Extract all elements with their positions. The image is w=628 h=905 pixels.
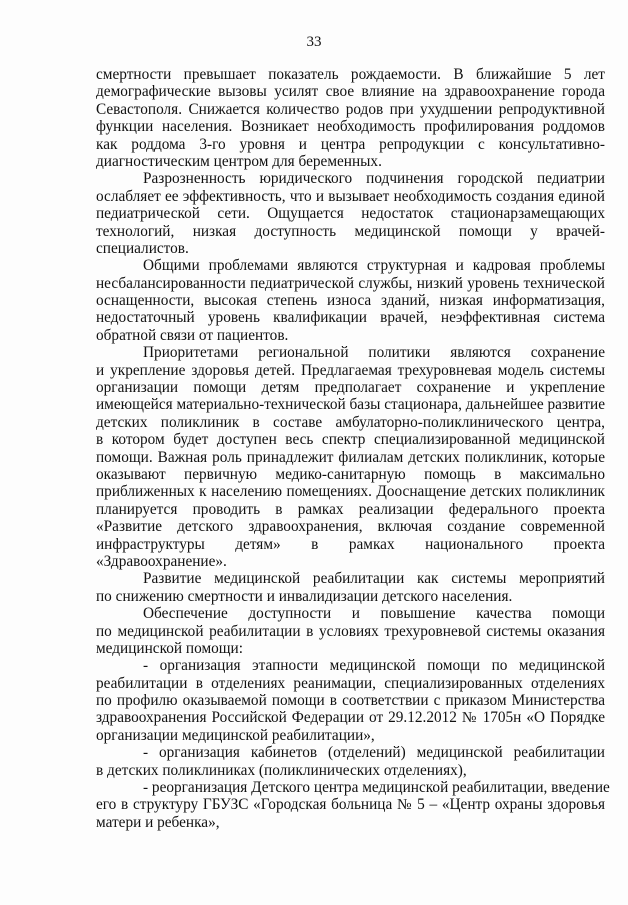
text-line: матери и ребенка», — [96, 813, 220, 831]
paragraph — [96, 657, 605, 744]
text-line: его в структуру ГБУЗС «Городская больница № 5 – «Центр охраны здоровья — [96, 796, 605, 814]
text-line: ослабляет ее эффективность, что и вызывает необходимость создания единой — [96, 187, 605, 205]
text-line: функции населения. Возникает необходимость профилирования роддомов — [96, 118, 605, 136]
text-line: Севастополя. Снижается количество родов при ухудшении репродуктивной — [96, 100, 605, 118]
text-line: реабилитации в отделениях реанимации, специализированных отделениях — [96, 674, 605, 692]
text-line: «Здравоохранение». — [96, 552, 227, 570]
paragraph — [96, 257, 605, 344]
text-line: оказывают первичную медико-санитарную помощь в максимально — [96, 465, 605, 483]
text-line: технологий, низкая доступность медицинской помощи у врачей- — [96, 222, 605, 240]
text-line: оснащенности, высокая степень износа зданий, низкая информатизация, — [96, 292, 605, 310]
text-line: недостаточный уровень квалификации врачей, неэффективная система — [96, 309, 605, 327]
text-line: имеющейся материально-технической базы стационара, дальнейшее развитие — [96, 396, 605, 414]
text-line: - организация этапности медицинской помощи по медицинской — [143, 657, 605, 675]
text-line: планируется проводить в рамках реализации федерального проекта — [96, 500, 605, 518]
text-line: организации медицинской реабилитации», — [96, 726, 375, 744]
text-line: Обеспечение доступности и повышение качества помощи — [143, 605, 605, 623]
text-line: в котором будет доступен весь спектр специализированной медицинской — [96, 431, 605, 449]
paragraph — [96, 744, 605, 779]
text-line: по профилю оказываемой помощи в соответствии с приказом Министерства — [96, 692, 605, 710]
text-line: педиатрической сети. Ощущается недостаток стационарзамещающих — [96, 205, 605, 223]
paragraph — [96, 570, 605, 605]
paragraph — [96, 344, 605, 570]
text-line: по медицинской реабилитации в условиях трехуровневой системы оказания — [96, 622, 605, 640]
text-line: организации помощи детям предполагает сохранение и укрепление — [96, 379, 605, 397]
text-line: несбалансированности педиатрической службы, низкий уровень технической — [96, 274, 605, 292]
text-line: помощи. Важная роль принадлежит филиалам детских поликлиник, которые — [96, 448, 605, 466]
paragraph — [96, 170, 605, 257]
document-body — [96, 66, 610, 831]
text-line: Разрозненность юридического подчинения городской педиатрии — [143, 170, 605, 188]
text-line: «Развитие детского здравоохранения, включая создание современной — [96, 518, 605, 536]
text-line: Общими проблемами являются структурная и кадровая проблемы — [143, 257, 605, 275]
text-line: специалистов. — [96, 239, 189, 257]
text-line: как роддома 3-го уровня и центра репродукции с консультативно- — [96, 135, 605, 153]
text-line: демографические вызовы усилят свое влияние на здравоохранение города — [96, 83, 605, 101]
paragraph — [96, 66, 605, 170]
text-line: - организация кабинетов (отделений) медицинской реабилитации — [143, 744, 605, 762]
text-line: Развитие медицинской реабилитации как системы мероприятий — [143, 570, 605, 588]
text-line: диагностическим центром для беременных. — [96, 152, 382, 170]
text-line: детских поликлиник в составе амбулаторно-поликлинического центра, — [96, 413, 605, 431]
text-line: медицинской помощи: — [96, 639, 243, 657]
page-number: 33 — [306, 34, 322, 50]
text-line: здравоохранения Российской Федерации от 29.12.2012 № 1705н «О Порядке — [96, 709, 605, 727]
text-line: Приоритетами региональной политики являются сохранение — [143, 344, 605, 362]
text-line: обратной связи от пациентов. — [96, 326, 289, 344]
text-line: - реорганизация Детского центра медицинской реабилитации, введение — [143, 779, 610, 797]
text-line: и укрепление здоровья детей. Предлагаемая трехуровневая модель системы — [96, 361, 605, 379]
text-line: инфраструктуры детям» в рамках национального проекта — [96, 535, 605, 553]
text-line: по снижению смертности и инвалидизации детского населения. — [96, 587, 513, 605]
text-line: приближенных к населению помещениях. Дооснащение детских поликлиник — [96, 483, 605, 501]
text-line: в детских поликлиниках (поликлинических отделениях), — [96, 761, 467, 779]
text-line: смертности превышает показатель рождаемости. В ближайшие 5 лет — [96, 66, 605, 83]
paragraph — [96, 605, 605, 657]
paragraph — [96, 779, 610, 831]
